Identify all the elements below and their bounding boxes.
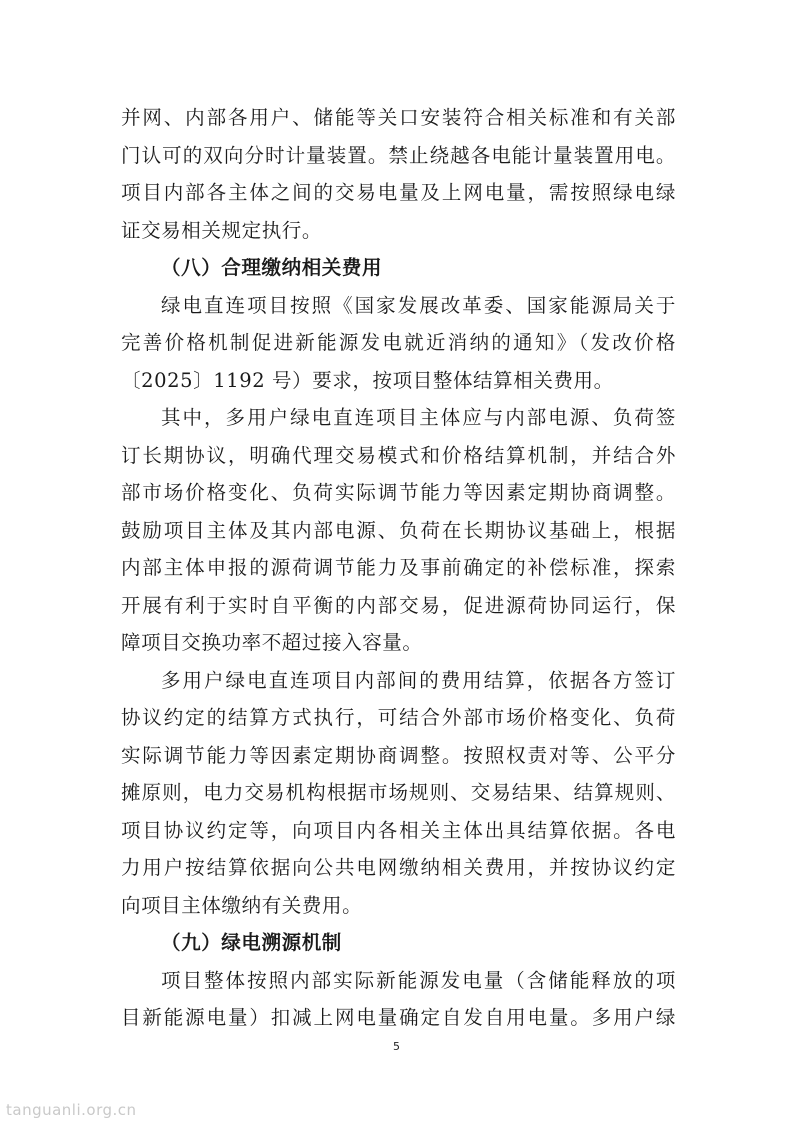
body-text-line: 项目协议约定等，向项目内各相关主体出具结算依据。各电 — [121, 818, 676, 842]
document-body — [121, 99, 676, 1037]
section-heading-9: （九）绿电溯源机制 — [161, 931, 342, 954]
body-text-line: 实际调节能力等因素定期协商调整。按照权责对等、公平分 — [121, 743, 676, 767]
body-text-line: 力用户按结算依据向公共电网缴纳相关费用，并按协议约定 — [121, 856, 676, 879]
body-text-line: 证交易相关规定执行。 — [121, 218, 323, 242]
body-text-line: 并网、内部各用户、储能等关口安装符合相关标准和有关部 — [121, 106, 676, 129]
body-text-line: 内部主体申报的源荷调节能力及事前确定的补偿标准，探索 — [121, 556, 676, 579]
body-text-line: 障项目交换功率不超过接入容量。 — [121, 631, 423, 654]
watermark: tanguanli.org.cn — [6, 1101, 137, 1119]
body-text-line: 开展有利于实时自平衡的内部交易，促进源荷协同运行，保 — [121, 593, 676, 617]
body-text-line: 协议约定的结算方式执行，可结合外部市场价格变化、负荷 — [121, 706, 676, 729]
body-text-line: 多用户绿电直连项目内部间的费用结算，依据各方签订 — [161, 668, 676, 692]
body-text-line: 〔2025〕1192 号）要求，按项目整体结算相关费用。 — [121, 368, 614, 392]
body-text-line: 摊原则，电力交易机构根据市场规则、交易结果、结算规则、 — [121, 781, 676, 804]
body-text-line: 部市场价格变化、负荷实际调节能力等因素定期协商调整。 — [121, 481, 676, 504]
body-text-line: 目新能源电量）扣减上网电量确定自发自用电量。多用户绿 — [121, 1006, 676, 1029]
page-number: 5 — [393, 1040, 400, 1053]
body-text-line: 订长期协议，明确代理交易模式和价格结算机制，并结合外 — [121, 443, 676, 467]
body-text-line: 项目内部各主体之间的交易电量及上网电量，需按照绿电绿 — [121, 181, 676, 204]
body-text-line: 绿电直连项目按照《国家发展改革委、国家能源局关于 — [161, 293, 676, 317]
body-text-line: 其中，多用户绿电直连项目主体应与内部电源、负荷签 — [161, 406, 676, 429]
body-text-line: 完善价格机制促进新能源发电就近消纳的通知》（发改价格 — [121, 331, 676, 354]
body-text-line: 项目整体按照内部实际新能源发电量（含储能释放的项 — [161, 968, 676, 992]
body-text-line: 鼓励项目主体及其内部电源、负荷在长期协议基础上，根据 — [121, 518, 676, 542]
body-text-line: 门认可的双向分时计量装置。禁止绕越各电能计量装置用电。 — [121, 143, 676, 167]
body-text-line: 向项目主体缴纳有关费用。 — [121, 893, 363, 917]
section-heading-8: （八）合理缴纳相关费用 — [161, 256, 383, 279]
